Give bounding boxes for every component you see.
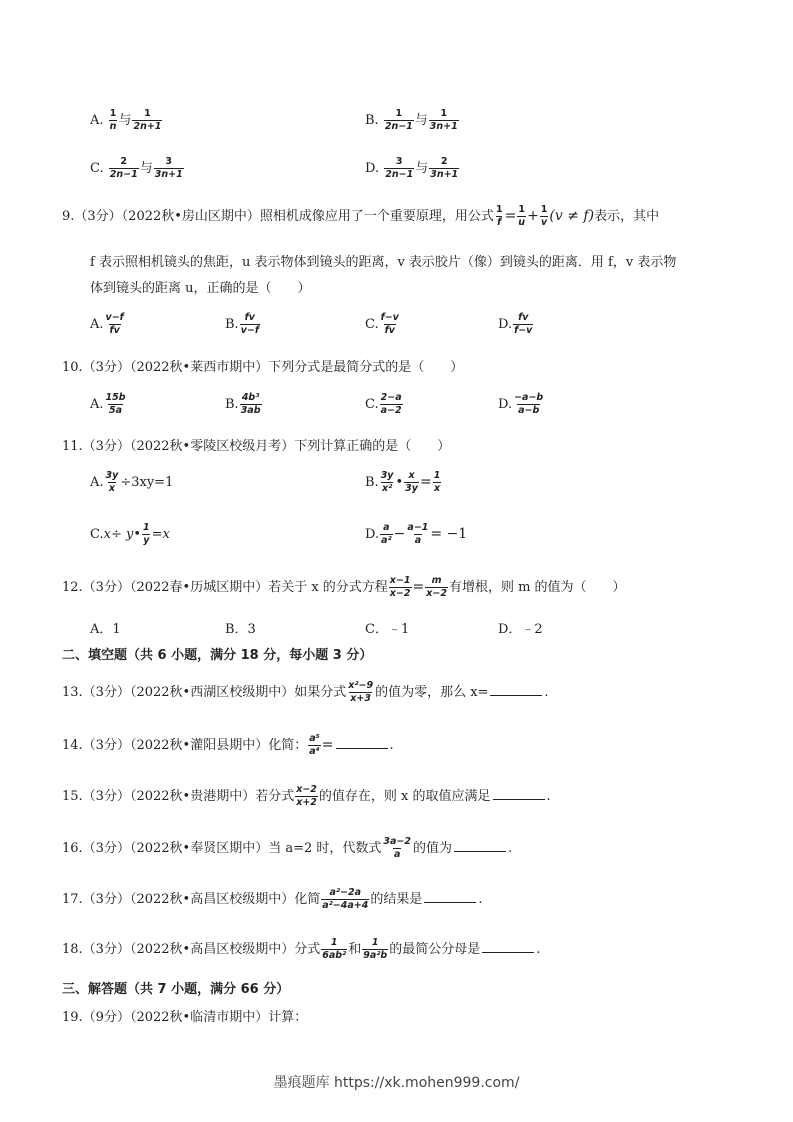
q13: 13.（3分）（2022秋•西湖区校级期中）如果分式 $\frac{\text{x²−9}}{x+3}$ 的值为零，那么 x= . bbox=[62, 680, 549, 704]
q16: 16.（3分）（2022秋•奉贤区期中）当 a=2 时，代数式 $\frac{3a-2}{a}$ 的值为 . bbox=[62, 836, 513, 860]
q10-stem: 10.（3分）（2022秋•莱西市期中）下列分式是最简分式的是（ ） bbox=[62, 360, 464, 375]
q12-option-c: C．﹣1 bbox=[365, 622, 410, 637]
q19: 19.（9分）（2022秋•临清市期中）计算： bbox=[62, 1010, 308, 1025]
answer-blank bbox=[424, 890, 476, 903]
q9-option-c: C. $\frac{f-v}{fv}$ bbox=[365, 312, 399, 336]
q8-option-b: B. $\frac{1}{2n-1}$ 与 $\frac{1}{3n+1}$ bbox=[365, 108, 458, 132]
q9-stem: 9.（3分）（2022秋•房山区期中）照相机成像应用了一个重要原理，用公式 $\frac{1}{f}$ = $\frac{1}{u}$ + $\frac{1}{v}$ (v ≠ f)表示，其中 bbox=[62, 204, 660, 228]
q8-option-d: D. $\frac{3}{2n-1}$ 与 $\frac{2}{3n+1}$ bbox=[365, 156, 459, 180]
q17: 17.（3分）（2022秋•高昌区校级期中）化简 $\frac{\text{a²−2a}}{\text{a²−4a+4}}$ 的结果是 . bbox=[62, 887, 483, 911]
q11-option-b: B. $\frac{3y}{\text{x²}}$ • $\frac{x}{3y}$ = $\frac{1}{x}$ bbox=[365, 470, 441, 494]
q10-option-c: C. $\frac{2-a}{a-2}$ bbox=[365, 392, 402, 416]
q11-option-c: C.x÷ y• $\frac{1}{y}$ =x bbox=[90, 522, 170, 546]
q9-line2: f 表示照相机镜头的焦距，u 表示物体到镜头的距离，v 表示胶片（像）到镜头的距离．用 f，v 表示物 bbox=[90, 255, 677, 270]
q12-stem: 12.（3分）（2022春•历城区期中）若关于 x 的分式方程 $\frac{x-1}{x-2}$ = $\frac{m}{x-2}$ 有增根，则 m 的值为（ ） bbox=[62, 575, 626, 599]
answer-blank bbox=[454, 839, 506, 852]
answer-blank bbox=[493, 787, 545, 800]
q10-option-b: B. $\frac{\text{4b³}}{3ab}$ bbox=[225, 392, 261, 416]
answer-blank bbox=[490, 683, 542, 696]
q18: 18.（3分）（2022秋•高昌区校级期中）分式 $\frac{1}{\text{6ab²}}$ 和 $\frac{1}{\text{9a²b}}$ 的最简公分母是 . bbox=[62, 937, 541, 961]
q12-option-a: A．1 bbox=[90, 622, 121, 637]
q8-option-c: C. $\frac{2}{2n-1}$ 与 $\frac{3}{3n+1}$ bbox=[90, 156, 183, 180]
q11-option-d: D. $\frac{a}{\text{a²}}$ − $\frac{a-1}{a}$ = −1 bbox=[365, 522, 468, 546]
q14: 14.（3分）（2022秋•灌阳县期中）化简： $\frac{\text{a⁵}}{\text{a⁴}}$ = . bbox=[62, 733, 394, 757]
section-fill-in-heading: 二、填空题（共 6 小题，满分 18 分，每小题 3 分） bbox=[62, 648, 373, 663]
q12-option-b: B．3 bbox=[225, 622, 256, 637]
q9-option-b: B. $\frac{fv}{v-f}$ bbox=[225, 312, 259, 336]
footer-watermark: 墨痕题库 https://xk.mohen999.com/ bbox=[273, 1075, 520, 1091]
q12-option-d: D．﹣2 bbox=[498, 622, 543, 637]
q10-option-d: D. $\frac{-a-b}{a-b}$ bbox=[498, 392, 544, 416]
q9-line3: 体到镜头的距离 u，正确的是（ ） bbox=[90, 281, 311, 296]
answer-blank bbox=[336, 736, 388, 749]
q11-stem: 11.（3分）（2022秋•零陵区校级月考）下列计算正确的是（ ） bbox=[62, 439, 451, 454]
q15: 15.（3分）（2022秋•贵港期中）若分式 $\frac{x-2}{x+2}$ 的值存在，则 x 的取值应满足 . bbox=[62, 784, 551, 808]
q9-option-d: D. $\frac{fv}{f-v}$ bbox=[498, 312, 533, 336]
section-solve-heading: 三、解答题（共 7 小题，满分 66 分） bbox=[62, 982, 290, 997]
q8-option-a: A. $\frac{1}{n}$ 与 $\frac{1}{2n+1}$ bbox=[90, 108, 162, 132]
answer-blank bbox=[482, 940, 534, 953]
q9-option-a: A. $\frac{v-f}{fv}$ bbox=[90, 312, 124, 336]
q10-option-a: A. $\frac{15b}{5a}$ bbox=[90, 392, 126, 416]
q11-option-a: A. $\frac{3y}{x}$ ÷3xy=1 bbox=[90, 470, 174, 494]
